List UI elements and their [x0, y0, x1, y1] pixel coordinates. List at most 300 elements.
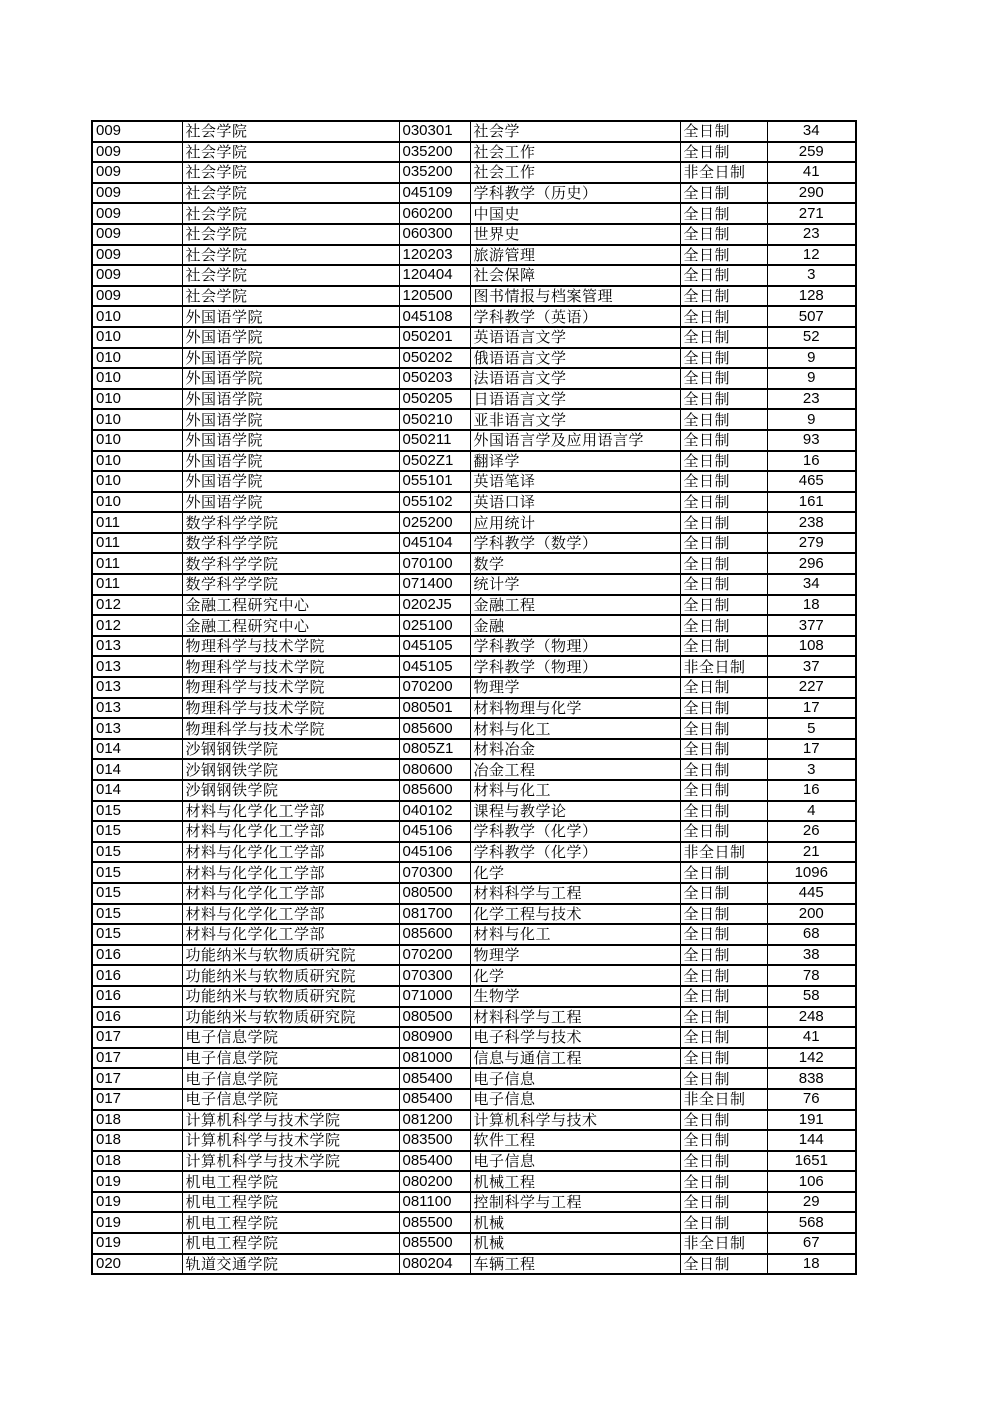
- major-name-cell: 控制科学与工程: [470, 1192, 680, 1213]
- college-name-cell: 材料与化学化工学部: [182, 862, 399, 883]
- college-code-cell: 016: [92, 986, 182, 1007]
- college-code-cell: 012: [92, 615, 182, 636]
- major-code-cell: 025100: [399, 615, 470, 636]
- major-name-cell: 社会保障: [470, 265, 680, 286]
- major-name-cell: 化学: [470, 965, 680, 986]
- major-code-cell: 030301: [399, 121, 470, 142]
- major-name-cell: 世界史: [470, 224, 680, 245]
- college-code-cell: 010: [92, 389, 182, 410]
- major-name-cell: 材料科学与工程: [470, 883, 680, 904]
- major-name-cell: 材料物理与化学: [470, 698, 680, 719]
- college-name-cell: 物理科学与技术学院: [182, 698, 399, 719]
- college-name-cell: 材料与化学化工学部: [182, 801, 399, 822]
- college-code-cell: 013: [92, 677, 182, 698]
- study-mode-cell: 全日制: [680, 348, 767, 369]
- college-name-cell: 数学科学学院: [182, 553, 399, 574]
- major-name-cell: 电子信息: [470, 1151, 680, 1172]
- college-code-cell: 011: [92, 553, 182, 574]
- study-mode-cell: 全日制: [680, 739, 767, 760]
- table-row: [92, 162, 856, 183]
- count-cell: 9: [767, 368, 856, 389]
- major-code-cell: 070200: [399, 677, 470, 698]
- major-code-cell: 045105: [399, 656, 470, 677]
- college-code-cell: 010: [92, 306, 182, 327]
- table-row: [92, 1171, 856, 1192]
- college-code-cell: 013: [92, 718, 182, 739]
- major-code-cell: 060200: [399, 203, 470, 224]
- count-cell: 3: [767, 265, 856, 286]
- college-name-cell: 轨道交通学院: [182, 1254, 399, 1275]
- study-mode-cell: 全日制: [680, 965, 767, 986]
- college-code-cell: 015: [92, 862, 182, 883]
- table-row: [92, 430, 856, 451]
- study-mode-cell: 非全日制: [680, 1089, 767, 1110]
- college-code-cell: 015: [92, 924, 182, 945]
- count-cell: 38: [767, 945, 856, 966]
- major-code-cell: 025200: [399, 512, 470, 533]
- major-name-cell: 统计学: [470, 574, 680, 595]
- table-row: [92, 945, 856, 966]
- college-name-cell: 社会学院: [182, 183, 399, 204]
- table-row: [92, 615, 856, 636]
- college-code-cell: 010: [92, 492, 182, 513]
- table-row: [92, 1110, 856, 1131]
- major-code-cell: 040102: [399, 801, 470, 822]
- table-row: [92, 1233, 856, 1254]
- major-code-cell: 081100: [399, 1192, 470, 1213]
- major-name-cell: 化学工程与技术: [470, 904, 680, 925]
- college-name-cell: 材料与化学化工学部: [182, 904, 399, 925]
- major-name-cell: 外国语言学及应用语言学: [470, 430, 680, 451]
- table-row: [92, 1068, 856, 1089]
- major-code-cell: 080900: [399, 1027, 470, 1048]
- college-code-cell: 010: [92, 409, 182, 430]
- study-mode-cell: 全日制: [680, 286, 767, 307]
- table-row: [92, 904, 856, 925]
- table-row: [92, 677, 856, 698]
- college-code-cell: 009: [92, 162, 182, 183]
- college-code-cell: 015: [92, 883, 182, 904]
- count-cell: 191: [767, 1110, 856, 1131]
- table-row: [92, 451, 856, 472]
- table-row: [92, 759, 856, 780]
- study-mode-cell: 全日制: [680, 801, 767, 822]
- count-cell: 142: [767, 1048, 856, 1069]
- major-code-cell: 045109: [399, 183, 470, 204]
- study-mode-cell: 全日制: [680, 471, 767, 492]
- major-code-cell: 060300: [399, 224, 470, 245]
- study-mode-cell: 全日制: [680, 1151, 767, 1172]
- college-name-cell: 沙钢钢铁学院: [182, 759, 399, 780]
- study-mode-cell: 全日制: [680, 1007, 767, 1028]
- major-code-cell: 045108: [399, 306, 470, 327]
- table-row: [92, 924, 856, 945]
- major-name-cell: 社会工作: [470, 162, 680, 183]
- major-code-cell: 085500: [399, 1233, 470, 1254]
- major-code-cell: 081000: [399, 1048, 470, 1069]
- table-row: [92, 409, 856, 430]
- college-name-cell: 外国语学院: [182, 451, 399, 472]
- major-name-cell: 学科教学（物理）: [470, 636, 680, 657]
- major-code-cell: 071000: [399, 986, 470, 1007]
- college-name-cell: 机电工程学院: [182, 1192, 399, 1213]
- count-cell: 34: [767, 121, 856, 142]
- count-cell: 37: [767, 656, 856, 677]
- table-row: [92, 1254, 856, 1275]
- study-mode-cell: 全日制: [680, 142, 767, 163]
- major-code-cell: 070300: [399, 862, 470, 883]
- college-code-cell: 009: [92, 183, 182, 204]
- study-mode-cell: 全日制: [680, 389, 767, 410]
- study-mode-cell: 全日制: [680, 265, 767, 286]
- count-cell: 838: [767, 1068, 856, 1089]
- major-code-cell: 050203: [399, 368, 470, 389]
- table-row: [92, 512, 856, 533]
- college-code-cell: 009: [92, 245, 182, 266]
- college-name-cell: 机电工程学院: [182, 1233, 399, 1254]
- count-cell: 18: [767, 595, 856, 616]
- college-name-cell: 电子信息学院: [182, 1048, 399, 1069]
- study-mode-cell: 全日制: [680, 512, 767, 533]
- major-code-cell: 080204: [399, 1254, 470, 1275]
- table-row: [92, 1089, 856, 1110]
- college-name-cell: 物理科学与技术学院: [182, 636, 399, 657]
- major-name-cell: 学科教学（化学）: [470, 842, 680, 863]
- count-cell: 227: [767, 677, 856, 698]
- major-name-cell: 冶金工程: [470, 759, 680, 780]
- table-row: [92, 471, 856, 492]
- count-cell: 465: [767, 471, 856, 492]
- college-code-cell: 019: [92, 1212, 182, 1233]
- study-mode-cell: 全日制: [680, 821, 767, 842]
- major-name-cell: 社会工作: [470, 142, 680, 163]
- college-name-cell: 外国语学院: [182, 348, 399, 369]
- table-row: [92, 965, 856, 986]
- major-code-cell: 120404: [399, 265, 470, 286]
- count-cell: 144: [767, 1130, 856, 1151]
- study-mode-cell: 全日制: [680, 553, 767, 574]
- study-mode-cell: 全日制: [680, 492, 767, 513]
- major-code-cell: 085400: [399, 1151, 470, 1172]
- study-mode-cell: 全日制: [680, 1171, 767, 1192]
- major-code-cell: 050210: [399, 409, 470, 430]
- college-name-cell: 外国语学院: [182, 409, 399, 430]
- college-code-cell: 017: [92, 1068, 182, 1089]
- table-row: [92, 636, 856, 657]
- college-code-cell: 011: [92, 512, 182, 533]
- major-code-cell: 055101: [399, 471, 470, 492]
- table-body: [92, 121, 856, 1274]
- count-cell: 3: [767, 759, 856, 780]
- college-code-cell: 010: [92, 327, 182, 348]
- college-name-cell: 外国语学院: [182, 471, 399, 492]
- major-name-cell: 化学: [470, 862, 680, 883]
- major-code-cell: 045106: [399, 821, 470, 842]
- major-code-cell: 080500: [399, 1007, 470, 1028]
- college-name-cell: 外国语学院: [182, 306, 399, 327]
- college-code-cell: 009: [92, 142, 182, 163]
- study-mode-cell: 全日制: [680, 904, 767, 925]
- study-mode-cell: 全日制: [680, 1130, 767, 1151]
- table-row: [92, 986, 856, 1007]
- count-cell: 16: [767, 451, 856, 472]
- count-cell: 67: [767, 1233, 856, 1254]
- college-name-cell: 功能纳米与软物质研究院: [182, 1007, 399, 1028]
- major-code-cell: 070300: [399, 965, 470, 986]
- study-mode-cell: 非全日制: [680, 842, 767, 863]
- major-code-cell: 050202: [399, 348, 470, 369]
- college-name-cell: 功能纳米与软物质研究院: [182, 965, 399, 986]
- study-mode-cell: 全日制: [680, 1048, 767, 1069]
- college-name-cell: 材料与化学化工学部: [182, 821, 399, 842]
- college-name-cell: 机电工程学院: [182, 1171, 399, 1192]
- count-cell: 29: [767, 1192, 856, 1213]
- count-cell: 1096: [767, 862, 856, 883]
- major-code-cell: 120500: [399, 286, 470, 307]
- college-code-cell: 014: [92, 759, 182, 780]
- table-row: [92, 574, 856, 595]
- major-code-cell: 085400: [399, 1068, 470, 1089]
- study-mode-cell: 全日制: [680, 245, 767, 266]
- college-code-cell: 012: [92, 595, 182, 616]
- table-row: [92, 1151, 856, 1172]
- college-name-cell: 外国语学院: [182, 368, 399, 389]
- major-code-cell: 0502Z1: [399, 451, 470, 472]
- college-code-cell: 010: [92, 430, 182, 451]
- study-mode-cell: 非全日制: [680, 162, 767, 183]
- count-cell: 52: [767, 327, 856, 348]
- table-row: [92, 327, 856, 348]
- major-code-cell: 083500: [399, 1130, 470, 1151]
- major-name-cell: 材料科学与工程: [470, 1007, 680, 1028]
- college-code-cell: 013: [92, 656, 182, 677]
- major-name-cell: 图书情报与档案管理: [470, 286, 680, 307]
- table-row: [92, 1048, 856, 1069]
- table-row: [92, 656, 856, 677]
- count-cell: 93: [767, 430, 856, 451]
- college-name-cell: 社会学院: [182, 265, 399, 286]
- college-code-cell: 020: [92, 1254, 182, 1275]
- college-name-cell: 材料与化学化工学部: [182, 842, 399, 863]
- table-row: [92, 801, 856, 822]
- count-cell: 17: [767, 698, 856, 719]
- college-name-cell: 金融工程研究中心: [182, 595, 399, 616]
- major-name-cell: 生物学: [470, 986, 680, 1007]
- major-name-cell: 车辆工程: [470, 1254, 680, 1275]
- college-code-cell: 010: [92, 471, 182, 492]
- college-name-cell: 功能纳米与软物质研究院: [182, 986, 399, 1007]
- count-cell: 41: [767, 1027, 856, 1048]
- major-code-cell: 0805Z1: [399, 739, 470, 760]
- table-row: [92, 842, 856, 863]
- major-name-cell: 电子信息: [470, 1089, 680, 1110]
- college-name-cell: 数学科学学院: [182, 533, 399, 554]
- major-name-cell: 法语语言文学: [470, 368, 680, 389]
- major-name-cell: 信息与通信工程: [470, 1048, 680, 1069]
- college-name-cell: 社会学院: [182, 121, 399, 142]
- count-cell: 128: [767, 286, 856, 307]
- major-name-cell: 翻译学: [470, 451, 680, 472]
- college-name-cell: 数学科学学院: [182, 574, 399, 595]
- table-row: [92, 1212, 856, 1233]
- college-name-cell: 机电工程学院: [182, 1212, 399, 1233]
- college-code-cell: 009: [92, 286, 182, 307]
- college-code-cell: 017: [92, 1048, 182, 1069]
- table-row: [92, 389, 856, 410]
- major-code-cell: 081700: [399, 904, 470, 925]
- major-code-cell: 035200: [399, 142, 470, 163]
- major-name-cell: 学科教学（数学）: [470, 533, 680, 554]
- count-cell: 21: [767, 842, 856, 863]
- count-cell: 290: [767, 183, 856, 204]
- college-code-cell: 019: [92, 1171, 182, 1192]
- study-mode-cell: 全日制: [680, 636, 767, 657]
- table-row: [92, 183, 856, 204]
- major-name-cell: 材料与化工: [470, 924, 680, 945]
- major-name-cell: 应用统计: [470, 512, 680, 533]
- college-code-cell: 011: [92, 574, 182, 595]
- major-code-cell: 085600: [399, 780, 470, 801]
- major-code-cell: 0202J5: [399, 595, 470, 616]
- major-name-cell: 中国史: [470, 203, 680, 224]
- college-code-cell: 014: [92, 739, 182, 760]
- table-row: [92, 286, 856, 307]
- table-row: [92, 1007, 856, 1028]
- college-name-cell: 材料与化学化工学部: [182, 883, 399, 904]
- count-cell: 161: [767, 492, 856, 513]
- study-mode-cell: 全日制: [680, 183, 767, 204]
- count-cell: 377: [767, 615, 856, 636]
- major-code-cell: 050211: [399, 430, 470, 451]
- count-cell: 106: [767, 1171, 856, 1192]
- study-mode-cell: 全日制: [680, 1110, 767, 1131]
- college-name-cell: 金融工程研究中心: [182, 615, 399, 636]
- college-code-cell: 009: [92, 265, 182, 286]
- college-code-cell: 013: [92, 636, 182, 657]
- college-name-cell: 社会学院: [182, 162, 399, 183]
- major-name-cell: 学科教学（历史）: [470, 183, 680, 204]
- study-mode-cell: 全日制: [680, 121, 767, 142]
- major-code-cell: 045105: [399, 636, 470, 657]
- table-row: [92, 224, 856, 245]
- count-cell: 34: [767, 574, 856, 595]
- major-name-cell: 学科教学（物理）: [470, 656, 680, 677]
- study-mode-cell: 全日制: [680, 677, 767, 698]
- table-row: [92, 203, 856, 224]
- major-code-cell: 080600: [399, 759, 470, 780]
- study-mode-cell: 全日制: [680, 924, 767, 945]
- college-code-cell: 014: [92, 780, 182, 801]
- study-mode-cell: 全日制: [680, 595, 767, 616]
- college-code-cell: 018: [92, 1130, 182, 1151]
- major-name-cell: 机械: [470, 1212, 680, 1233]
- study-mode-cell: 全日制: [680, 224, 767, 245]
- count-cell: 16: [767, 780, 856, 801]
- college-name-cell: 计算机科学与技术学院: [182, 1130, 399, 1151]
- college-name-cell: 计算机科学与技术学院: [182, 1110, 399, 1131]
- major-code-cell: 035200: [399, 162, 470, 183]
- count-cell: 78: [767, 965, 856, 986]
- count-cell: 296: [767, 553, 856, 574]
- major-name-cell: 英语语言文学: [470, 327, 680, 348]
- table-row: [92, 780, 856, 801]
- major-name-cell: 数学: [470, 553, 680, 574]
- major-code-cell: 085500: [399, 1212, 470, 1233]
- major-name-cell: 软件工程: [470, 1130, 680, 1151]
- college-code-cell: 018: [92, 1110, 182, 1131]
- table-row: [92, 306, 856, 327]
- major-name-cell: 电子科学与技术: [470, 1027, 680, 1048]
- count-cell: 17: [767, 739, 856, 760]
- college-name-cell: 沙钢钢铁学院: [182, 739, 399, 760]
- major-code-cell: 045106: [399, 842, 470, 863]
- college-code-cell: 018: [92, 1151, 182, 1172]
- major-name-cell: 金融工程: [470, 595, 680, 616]
- study-mode-cell: 全日制: [680, 203, 767, 224]
- major-code-cell: 085600: [399, 718, 470, 739]
- count-cell: 9: [767, 348, 856, 369]
- college-name-cell: 电子信息学院: [182, 1068, 399, 1089]
- study-mode-cell: 全日制: [680, 780, 767, 801]
- college-code-cell: 017: [92, 1027, 182, 1048]
- college-name-cell: 外国语学院: [182, 389, 399, 410]
- count-cell: 259: [767, 142, 856, 163]
- major-name-cell: 社会学: [470, 121, 680, 142]
- major-code-cell: 055102: [399, 492, 470, 513]
- college-code-cell: 015: [92, 801, 182, 822]
- college-code-cell: 015: [92, 842, 182, 863]
- college-code-cell: 019: [92, 1192, 182, 1213]
- table-row: [92, 142, 856, 163]
- college-name-cell: 物理科学与技术学院: [182, 656, 399, 677]
- count-cell: 507: [767, 306, 856, 327]
- major-name-cell: 物理学: [470, 945, 680, 966]
- table-row: [92, 245, 856, 266]
- study-mode-cell: 全日制: [680, 1068, 767, 1089]
- count-cell: 568: [767, 1212, 856, 1233]
- major-name-cell: 金融: [470, 615, 680, 636]
- college-code-cell: 016: [92, 1007, 182, 1028]
- major-name-cell: 学科教学（英语）: [470, 306, 680, 327]
- count-cell: 238: [767, 512, 856, 533]
- college-code-cell: 009: [92, 224, 182, 245]
- table-row: [92, 1130, 856, 1151]
- college-code-cell: 010: [92, 451, 182, 472]
- major-code-cell: 050205: [399, 389, 470, 410]
- college-name-cell: 社会学院: [182, 286, 399, 307]
- college-name-cell: 外国语学院: [182, 430, 399, 451]
- study-mode-cell: 全日制: [680, 862, 767, 883]
- college-name-cell: 社会学院: [182, 245, 399, 266]
- study-mode-cell: 全日制: [680, 1192, 767, 1213]
- count-cell: 108: [767, 636, 856, 657]
- college-code-cell: 009: [92, 121, 182, 142]
- study-mode-cell: 非全日制: [680, 1233, 767, 1254]
- college-name-cell: 电子信息学院: [182, 1089, 399, 1110]
- major-name-cell: 英语笔译: [470, 471, 680, 492]
- college-name-cell: 外国语学院: [182, 327, 399, 348]
- count-cell: 4: [767, 801, 856, 822]
- college-name-cell: 数学科学学院: [182, 512, 399, 533]
- major-name-cell: 英语口译: [470, 492, 680, 513]
- major-code-cell: 070200: [399, 945, 470, 966]
- table-row: [92, 121, 856, 142]
- enrollment-table: [91, 120, 857, 1275]
- college-name-cell: 电子信息学院: [182, 1027, 399, 1048]
- count-cell: 1651: [767, 1151, 856, 1172]
- major-code-cell: 120203: [399, 245, 470, 266]
- major-code-cell: 045104: [399, 533, 470, 554]
